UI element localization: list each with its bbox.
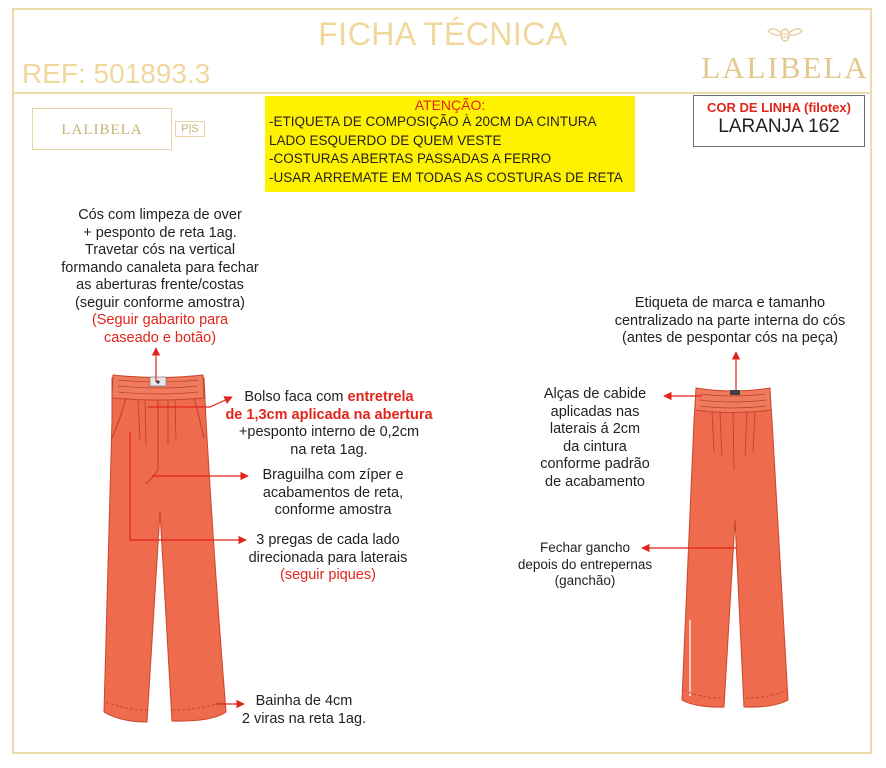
front-pants-drawing [104, 375, 226, 722]
note-line: Etiqueta de marca e tamanho [634, 295, 826, 311]
note-line: Bainha de 4cm [255, 693, 353, 709]
note-line: conforme padrão [540, 456, 650, 472]
note-line: + pesponto de reta 1ag. [83, 224, 237, 241]
fly-note [248, 467, 418, 520]
thread-color-value: LARANJA 162 [718, 116, 840, 137]
note-line: na reta 1ag. [290, 441, 368, 458]
note-line: laterais á 2cm [549, 421, 641, 437]
note-line: Braguilha com zíper e [262, 467, 404, 483]
note-line: (ganchão) [554, 573, 616, 588]
note-line: direcionada para laterais [248, 549, 408, 566]
note-line: aplicadas nas [550, 403, 640, 420]
note-line: Alças de cabide [543, 386, 647, 402]
brand-label-tag: LALIBELA [32, 108, 172, 150]
note-line: Bolso faca com [244, 389, 348, 405]
attention-line: -USAR ARREMATE EM TODAS AS COSTURAS DE RETA [269, 169, 623, 185]
note-line: centralizado na parte interna do cós [614, 312, 846, 329]
note-line: da cintura [563, 438, 627, 455]
note-line: Fechar gancho [539, 540, 631, 555]
attention-line: -COSTURAS ABERTAS PASSADAS A FERRO [269, 151, 552, 166]
note-line: Travetar cós na vertical [84, 242, 236, 258]
note-line-red: caseado e botão) [103, 329, 217, 346]
note-line: (seguir conforme amostra) [74, 294, 246, 311]
note-line: 2 viras na reta 1ag. [241, 710, 367, 727]
note-line: depois do entrepernas [517, 556, 653, 572]
page-title: FICHA TÉCNICA [318, 16, 568, 52]
waistband-note [30, 207, 290, 347]
crotch-note [500, 540, 670, 590]
note-line: (antes de pespontar cós na peça) [621, 330, 839, 346]
note-line-red: entretrela [347, 389, 414, 405]
attention-title: ATENÇÃO: [414, 97, 486, 113]
note-line: 3 pregas de cada lado [256, 532, 400, 548]
note-line: Cós com limpeza de over [78, 207, 242, 223]
thread-color-label: COR DE LINHA (filotex) [707, 100, 851, 115]
note-line-red: (Seguir gabarito para [91, 312, 229, 328]
brand-label-note [590, 295, 870, 348]
pocket-note [214, 389, 444, 459]
note-line: formando canaleta para fechar [61, 259, 259, 276]
attention-line: LADO ESQUERDO DE QUEM VESTE [269, 132, 502, 148]
note-line-red: de 1,3cm aplicada na abertura [225, 406, 433, 423]
hanger-loops-note [520, 386, 670, 491]
attention-line: -ETIQUETA DE COMPOSIÇÃO À 20CM DA CINTURA [269, 114, 597, 129]
reference-code: REF: 501893.3 [22, 58, 211, 89]
note-line: +pesponto interno de 0,2cm [238, 424, 420, 440]
note-line: conforme amostra [274, 502, 392, 518]
note-line: as aberturas frente/costas [76, 277, 244, 293]
brand-logo: LALIBELA [701, 50, 869, 85]
pleats-note [228, 532, 428, 585]
size-label-tag: P|S [175, 121, 205, 137]
note-line-red: (seguir piques) [280, 567, 376, 583]
note-line: acabamentos de reta, [262, 484, 404, 501]
hem-note [224, 693, 384, 728]
note-line: de acabamento [545, 473, 645, 490]
